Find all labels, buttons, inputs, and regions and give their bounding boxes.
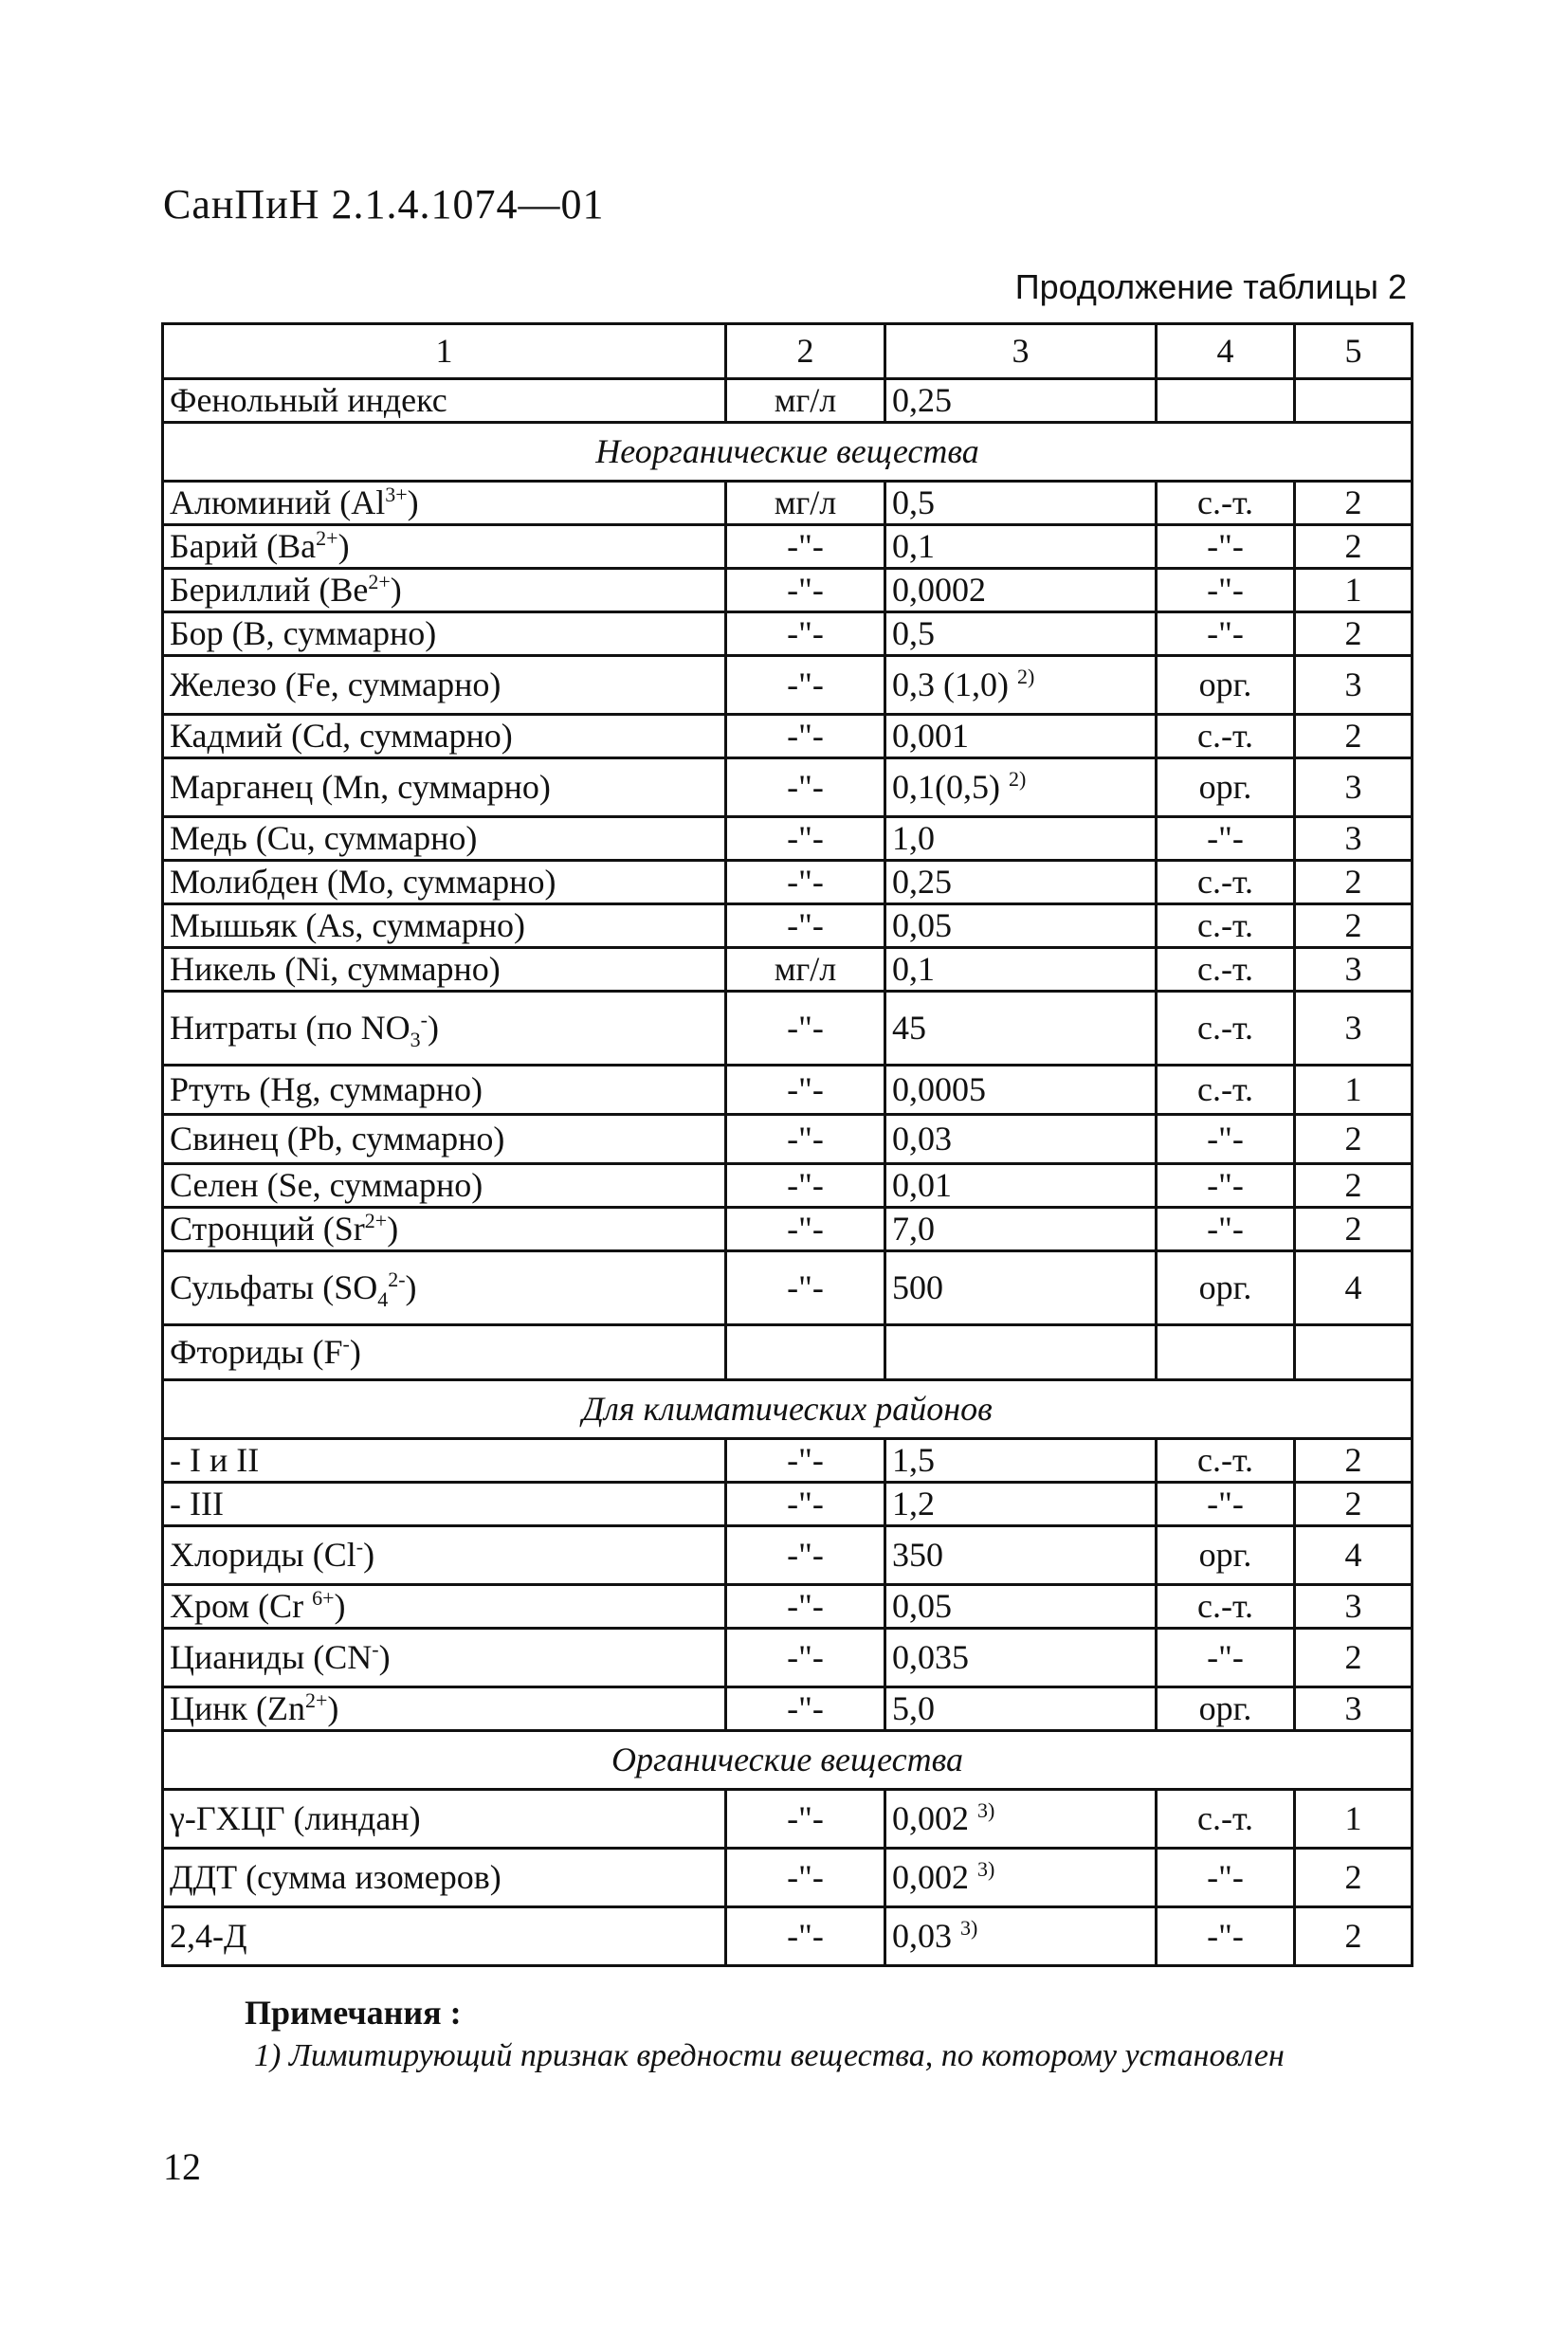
table-row: [163, 1790, 1413, 1849]
value-text: 0,01: [892, 1165, 952, 1204]
class-cell: 2: [1295, 1849, 1413, 1907]
table-row: [163, 1325, 1413, 1380]
substance-name: [163, 1208, 726, 1251]
value-cell: [885, 1325, 1157, 1380]
substance-name-tail: ): [327, 1688, 339, 1727]
value-text: 0,1(0,5): [892, 767, 1000, 806]
table-row: [163, 569, 1413, 612]
value-text: 7,0: [892, 1209, 935, 1248]
value-text: 0,035: [892, 1637, 969, 1676]
substance-name-text: Хром (Cr: [170, 1586, 313, 1625]
value-cell: [885, 715, 1157, 758]
sign-cell: -"-: [1157, 1208, 1295, 1251]
substance-name: [163, 948, 726, 992]
unit-cell: -"-: [726, 1526, 885, 1585]
class-cell: 1: [1295, 1790, 1413, 1849]
unit-cell: [726, 1325, 885, 1380]
substance-name: [163, 715, 726, 758]
unit-cell: -"-: [726, 1066, 885, 1115]
superscript: -: [372, 1636, 379, 1661]
substance-name: [163, 1585, 726, 1629]
substance-name: [163, 1907, 726, 1966]
footnote-ref: 2): [1016, 664, 1035, 688]
table-header-row: [163, 324, 1413, 379]
substance-name-tail: ): [349, 1332, 361, 1371]
value-text: 500: [892, 1267, 943, 1306]
value-cell: [885, 612, 1157, 656]
table-row: [163, 1483, 1413, 1526]
value-cell: [885, 817, 1157, 861]
substance-name-text: Цианиды (CN: [170, 1637, 373, 1676]
class-cell: 2: [1295, 482, 1413, 525]
sign-cell: орг.: [1157, 656, 1295, 715]
table-row: [163, 715, 1413, 758]
sign-cell: орг.: [1157, 1526, 1295, 1585]
table-row: [163, 758, 1413, 817]
substance-name-text: Хлориды (Cl: [170, 1535, 356, 1574]
substance-name-text: Кадмий (Cd, суммарно): [170, 716, 513, 755]
value-text: 0,002: [892, 1798, 969, 1837]
value-cell: [885, 1483, 1157, 1526]
page-number: 12: [163, 2145, 201, 2188]
substance-name-text: Медь (Cu, суммарно): [170, 818, 478, 857]
value-cell: [885, 1687, 1157, 1731]
unit-cell: -"-: [726, 817, 885, 861]
substance-name-text: ДДТ (сумма изомеров): [170, 1857, 501, 1896]
substance-name-tail: ): [407, 483, 419, 521]
sign-cell: -"-: [1157, 525, 1295, 569]
substance-name: Фенольный индекс: [163, 379, 726, 423]
table-row: [163, 656, 1413, 715]
value-cell: [885, 525, 1157, 569]
sign-cell: с.-т.: [1157, 1585, 1295, 1629]
unit-cell: -"-: [726, 1251, 885, 1325]
value-cell: [885, 1066, 1157, 1115]
sign-cell: орг.: [1157, 1687, 1295, 1731]
table-row: [163, 904, 1413, 948]
superscript: 2+: [316, 525, 338, 550]
unit-cell: -"-: [726, 1208, 885, 1251]
value-text: 0,002: [892, 1857, 969, 1896]
table-row: [163, 817, 1413, 861]
unit-cell: -"-: [726, 1790, 885, 1849]
class-cell: 2: [1295, 612, 1413, 656]
table-row: [163, 1164, 1413, 1208]
value-cell: [885, 1115, 1157, 1164]
unit-cell: -"-: [726, 1439, 885, 1483]
sign-cell: -"-: [1157, 1629, 1295, 1687]
class-cell: 1: [1295, 1066, 1413, 1115]
class-cell: 3: [1295, 656, 1413, 715]
substance-name: [163, 904, 726, 948]
section-title-climate: Для климатических районов: [163, 1380, 1413, 1439]
value-cell: [885, 1790, 1157, 1849]
table-row: [163, 1208, 1413, 1251]
unit-cell: -"-: [726, 656, 885, 715]
class-cell: 2: [1295, 1164, 1413, 1208]
sign-cell: с.-т.: [1157, 1439, 1295, 1483]
unit-cell: -"-: [726, 1115, 885, 1164]
sign-cell: с.-т.: [1157, 861, 1295, 904]
substance-name: [163, 758, 726, 817]
substance-name: [163, 569, 726, 612]
class-cell: [1295, 1325, 1413, 1380]
superscript: 2+: [305, 1687, 328, 1712]
sign-cell: -"-: [1157, 1849, 1295, 1907]
unit-cell: мг/л: [726, 948, 885, 992]
value-text: 0,25: [892, 862, 952, 901]
substance-name-text: - III: [170, 1484, 224, 1522]
superscript: 2-: [388, 1267, 406, 1291]
unit-cell: -"-: [726, 1585, 885, 1629]
sign-cell: -"-: [1157, 569, 1295, 612]
value-cell: [885, 758, 1157, 817]
value-cell: [885, 904, 1157, 948]
sign-cell: -"-: [1157, 1483, 1295, 1526]
sign-cell: -"-: [1157, 612, 1295, 656]
substance-name-tail: ): [387, 1209, 399, 1248]
class-cell: 2: [1295, 1439, 1413, 1483]
sign-cell: с.-т.: [1157, 948, 1295, 992]
sign-cell: [1157, 1325, 1295, 1380]
section-row: [163, 1731, 1413, 1790]
substance-name-text: Ртуть (Hg, суммарно): [170, 1069, 483, 1108]
unit-cell: -"-: [726, 758, 885, 817]
superscript: -: [356, 1534, 364, 1559]
sign-cell: орг.: [1157, 1251, 1295, 1325]
value-cell: [885, 656, 1157, 715]
value-cell: [885, 1208, 1157, 1251]
substance-name: [163, 992, 726, 1066]
value-cell: [885, 1907, 1157, 1966]
superscript: 6+: [312, 1585, 335, 1610]
table-row: [163, 1585, 1413, 1629]
substance-name-text: Молибден (Mo, суммарно): [170, 862, 556, 901]
superscript: -: [420, 1007, 428, 1031]
unit-cell: мг/л: [726, 379, 885, 423]
column-header: 5: [1295, 324, 1413, 379]
substance-name-text: Стронций (Sr: [170, 1209, 365, 1248]
unit-cell: -"-: [726, 1907, 885, 1966]
column-header: 3: [885, 324, 1157, 379]
unit-cell: -"-: [726, 715, 885, 758]
substance-name-text: Бор (B, суммарно): [170, 613, 437, 652]
value-cell: [885, 482, 1157, 525]
substance-name-text: Фториды (F: [170, 1332, 343, 1371]
substance-name-tail: ): [363, 1535, 375, 1574]
notes-line: 1) Лимитирующий признак вредности вещества, по которому установлен: [254, 2038, 1285, 2073]
substance-name-text: γ-ГХЦГ (линдан): [170, 1798, 421, 1837]
value-text: 0,05: [892, 905, 952, 944]
value-cell: [885, 1526, 1157, 1585]
value-text: 0,03: [892, 1119, 952, 1158]
value-cell: [885, 1251, 1157, 1325]
sign-cell: с.-т.: [1157, 1790, 1295, 1849]
unit-cell: -"-: [726, 1164, 885, 1208]
substance-name-text: 2,4-Д: [170, 1916, 247, 1955]
class-cell: 4: [1295, 1526, 1413, 1585]
unit-cell: -"-: [726, 525, 885, 569]
unit-cell: -"-: [726, 612, 885, 656]
value-text: 45: [892, 1008, 926, 1047]
class-cell: 2: [1295, 715, 1413, 758]
superscript: 3+: [385, 482, 408, 506]
value-cell: [885, 1439, 1157, 1483]
substance-name: [163, 817, 726, 861]
superscript: -: [342, 1331, 350, 1356]
substance-name: [163, 1251, 726, 1325]
substance-name: [163, 1439, 726, 1483]
sign-cell: с.-т.: [1157, 992, 1295, 1066]
class-cell: 2: [1295, 861, 1413, 904]
value-text: 0,0005: [892, 1069, 986, 1108]
value-cell: [885, 1164, 1157, 1208]
column-header: 1: [163, 324, 726, 379]
table-row: [163, 1066, 1413, 1115]
footnote-ref: 2): [1008, 766, 1027, 791]
substance-name-text: Железо (Fe, суммарно): [170, 665, 501, 703]
class-cell: 3: [1295, 948, 1413, 992]
substance-name-text: Цинк (Zn: [170, 1688, 305, 1727]
substance-name: [163, 1115, 726, 1164]
class-cell: 3: [1295, 992, 1413, 1066]
substance-name: [163, 1687, 726, 1731]
table-row: [163, 861, 1413, 904]
sign-cell: с.-т.: [1157, 1066, 1295, 1115]
table-row: [163, 1526, 1413, 1585]
class-cell: 2: [1295, 525, 1413, 569]
substance-name-tail: ): [390, 570, 402, 609]
table-row: [163, 379, 1413, 423]
value-cell: [885, 992, 1157, 1066]
substance-name: [163, 1790, 726, 1849]
unit-cell: мг/л: [726, 482, 885, 525]
class-cell: 2: [1295, 1115, 1413, 1164]
class-cell: 2: [1295, 1907, 1413, 1966]
class-cell: [1295, 379, 1413, 423]
superscript: 2+: [368, 569, 391, 593]
table-row: [163, 992, 1413, 1066]
value-cell: [885, 861, 1157, 904]
table-row: [163, 1439, 1413, 1483]
substance-name: [163, 482, 726, 525]
class-cell: 3: [1295, 758, 1413, 817]
value-text: 1,5: [892, 1440, 935, 1479]
substance-name: [163, 1849, 726, 1907]
unit-cell: -"-: [726, 1687, 885, 1731]
sign-cell: с.-т.: [1157, 482, 1295, 525]
class-cell: 2: [1295, 1483, 1413, 1526]
value-cell: [885, 1849, 1157, 1907]
table-row: [163, 525, 1413, 569]
substance-name-text: - I и II: [170, 1440, 260, 1479]
substance-name: [163, 1483, 726, 1526]
sign-cell: -"-: [1157, 817, 1295, 861]
value-text: 0,5: [892, 483, 935, 521]
substance-name-text: Селен (Se, суммарно): [170, 1165, 483, 1204]
value-cell: [885, 1585, 1157, 1629]
column-header: 4: [1157, 324, 1295, 379]
value-text: 0,0002: [892, 570, 986, 609]
value-text: 5,0: [892, 1688, 935, 1727]
substance-name: [163, 612, 726, 656]
table-row: [163, 482, 1413, 525]
value-cell: [885, 569, 1157, 612]
substance-name-text: Марганец (Mn, суммарно): [170, 767, 551, 806]
table-continuation-label: Продолжение таблицы 2: [1014, 267, 1407, 306]
sign-cell: с.-т.: [1157, 715, 1295, 758]
substance-name: [163, 656, 726, 715]
value-cell: 0,25: [885, 379, 1157, 423]
class-cell: 2: [1295, 1629, 1413, 1687]
footnote-ref: 3): [977, 1856, 995, 1881]
substance-name-tail: ): [337, 526, 350, 565]
unit-cell: -"-: [726, 992, 885, 1066]
value-text: 1,2: [892, 1484, 935, 1522]
column-header: 2: [726, 324, 885, 379]
substance-name: [163, 1164, 726, 1208]
class-cell: 2: [1295, 904, 1413, 948]
value-text: 1,0: [892, 818, 935, 857]
table-row: [163, 948, 1413, 992]
substance-name-tail: ): [378, 1637, 391, 1676]
sign-cell: -"-: [1157, 1115, 1295, 1164]
substance-name-tail: ): [405, 1267, 417, 1306]
substance-name: [163, 1629, 726, 1687]
section-title-inorganic: Неорганические вещества: [163, 423, 1413, 482]
substance-name-text: Сульфаты (SO: [170, 1267, 378, 1306]
substance-name-text: Алюминий (Al: [170, 483, 386, 521]
table-row: [163, 1849, 1413, 1907]
unit-cell: -"-: [726, 1629, 885, 1687]
class-cell: 2: [1295, 1208, 1413, 1251]
substance-name-text: Свинец (Pb, суммарно): [170, 1119, 505, 1158]
subscript: 3: [410, 1027, 421, 1051]
value-text: 0,1: [892, 949, 935, 988]
table-row: [163, 1629, 1413, 1687]
value-text: 0,3 (1,0): [892, 665, 1009, 703]
sign-cell: -"-: [1157, 1907, 1295, 1966]
value-cell: [885, 1629, 1157, 1687]
notes-title: Примечания :: [245, 1994, 462, 2032]
class-cell: 3: [1295, 1585, 1413, 1629]
unit-cell: -"-: [726, 904, 885, 948]
unit-cell: -"-: [726, 861, 885, 904]
substance-name: [163, 1066, 726, 1115]
unit-cell: -"-: [726, 1849, 885, 1907]
subscript: 4: [377, 1286, 389, 1311]
substance-name-text: Нитраты (по NO: [170, 1008, 410, 1047]
substance-name-text: Мышьяк (As, суммарно): [170, 905, 525, 944]
substance-name: [163, 525, 726, 569]
substances-table: [161, 322, 1413, 1967]
class-cell: 3: [1295, 1687, 1413, 1731]
superscript: 2+: [364, 1208, 388, 1232]
table-row: [163, 1907, 1413, 1966]
substance-name: [163, 861, 726, 904]
sign-cell: орг.: [1157, 758, 1295, 817]
substance-name: [163, 1325, 726, 1380]
sign-cell: с.-т.: [1157, 904, 1295, 948]
table-row: [163, 1687, 1413, 1731]
unit-cell: -"-: [726, 569, 885, 612]
substance-name-tail: ): [334, 1586, 346, 1625]
substance-name-text: Барий (Ba: [170, 526, 317, 565]
sign-cell: -"-: [1157, 1164, 1295, 1208]
unit-cell: -"-: [726, 1483, 885, 1526]
sign-cell: [1157, 379, 1295, 423]
document-code: СанПиН 2.1.4.1074—01: [163, 181, 605, 228]
value-text: 350: [892, 1535, 943, 1574]
footnote-ref: 3): [977, 1797, 995, 1822]
value-text: 0,03: [892, 1916, 952, 1955]
table-row: [163, 1115, 1413, 1164]
section-row: [163, 1380, 1413, 1439]
class-cell: 1: [1295, 569, 1413, 612]
class-cell: 3: [1295, 817, 1413, 861]
value-text: 0,5: [892, 613, 935, 652]
section-title-organic: Органические вещества: [163, 1731, 1413, 1790]
value-text: 0,001: [892, 716, 969, 755]
footnote-ref: 3): [960, 1915, 978, 1940]
section-row: [163, 423, 1413, 482]
substance-name-tail: ): [427, 1008, 439, 1047]
class-cell: 4: [1295, 1251, 1413, 1325]
table-row: [163, 1251, 1413, 1325]
substance-name: [163, 1526, 726, 1585]
value-cell: [885, 948, 1157, 992]
substance-name-text: Никель (Ni, суммарно): [170, 949, 501, 988]
substance-name-text: Бериллий (Be: [170, 570, 369, 609]
value-text: 0,05: [892, 1586, 952, 1625]
table-row: [163, 612, 1413, 656]
value-text: 0,1: [892, 526, 935, 565]
